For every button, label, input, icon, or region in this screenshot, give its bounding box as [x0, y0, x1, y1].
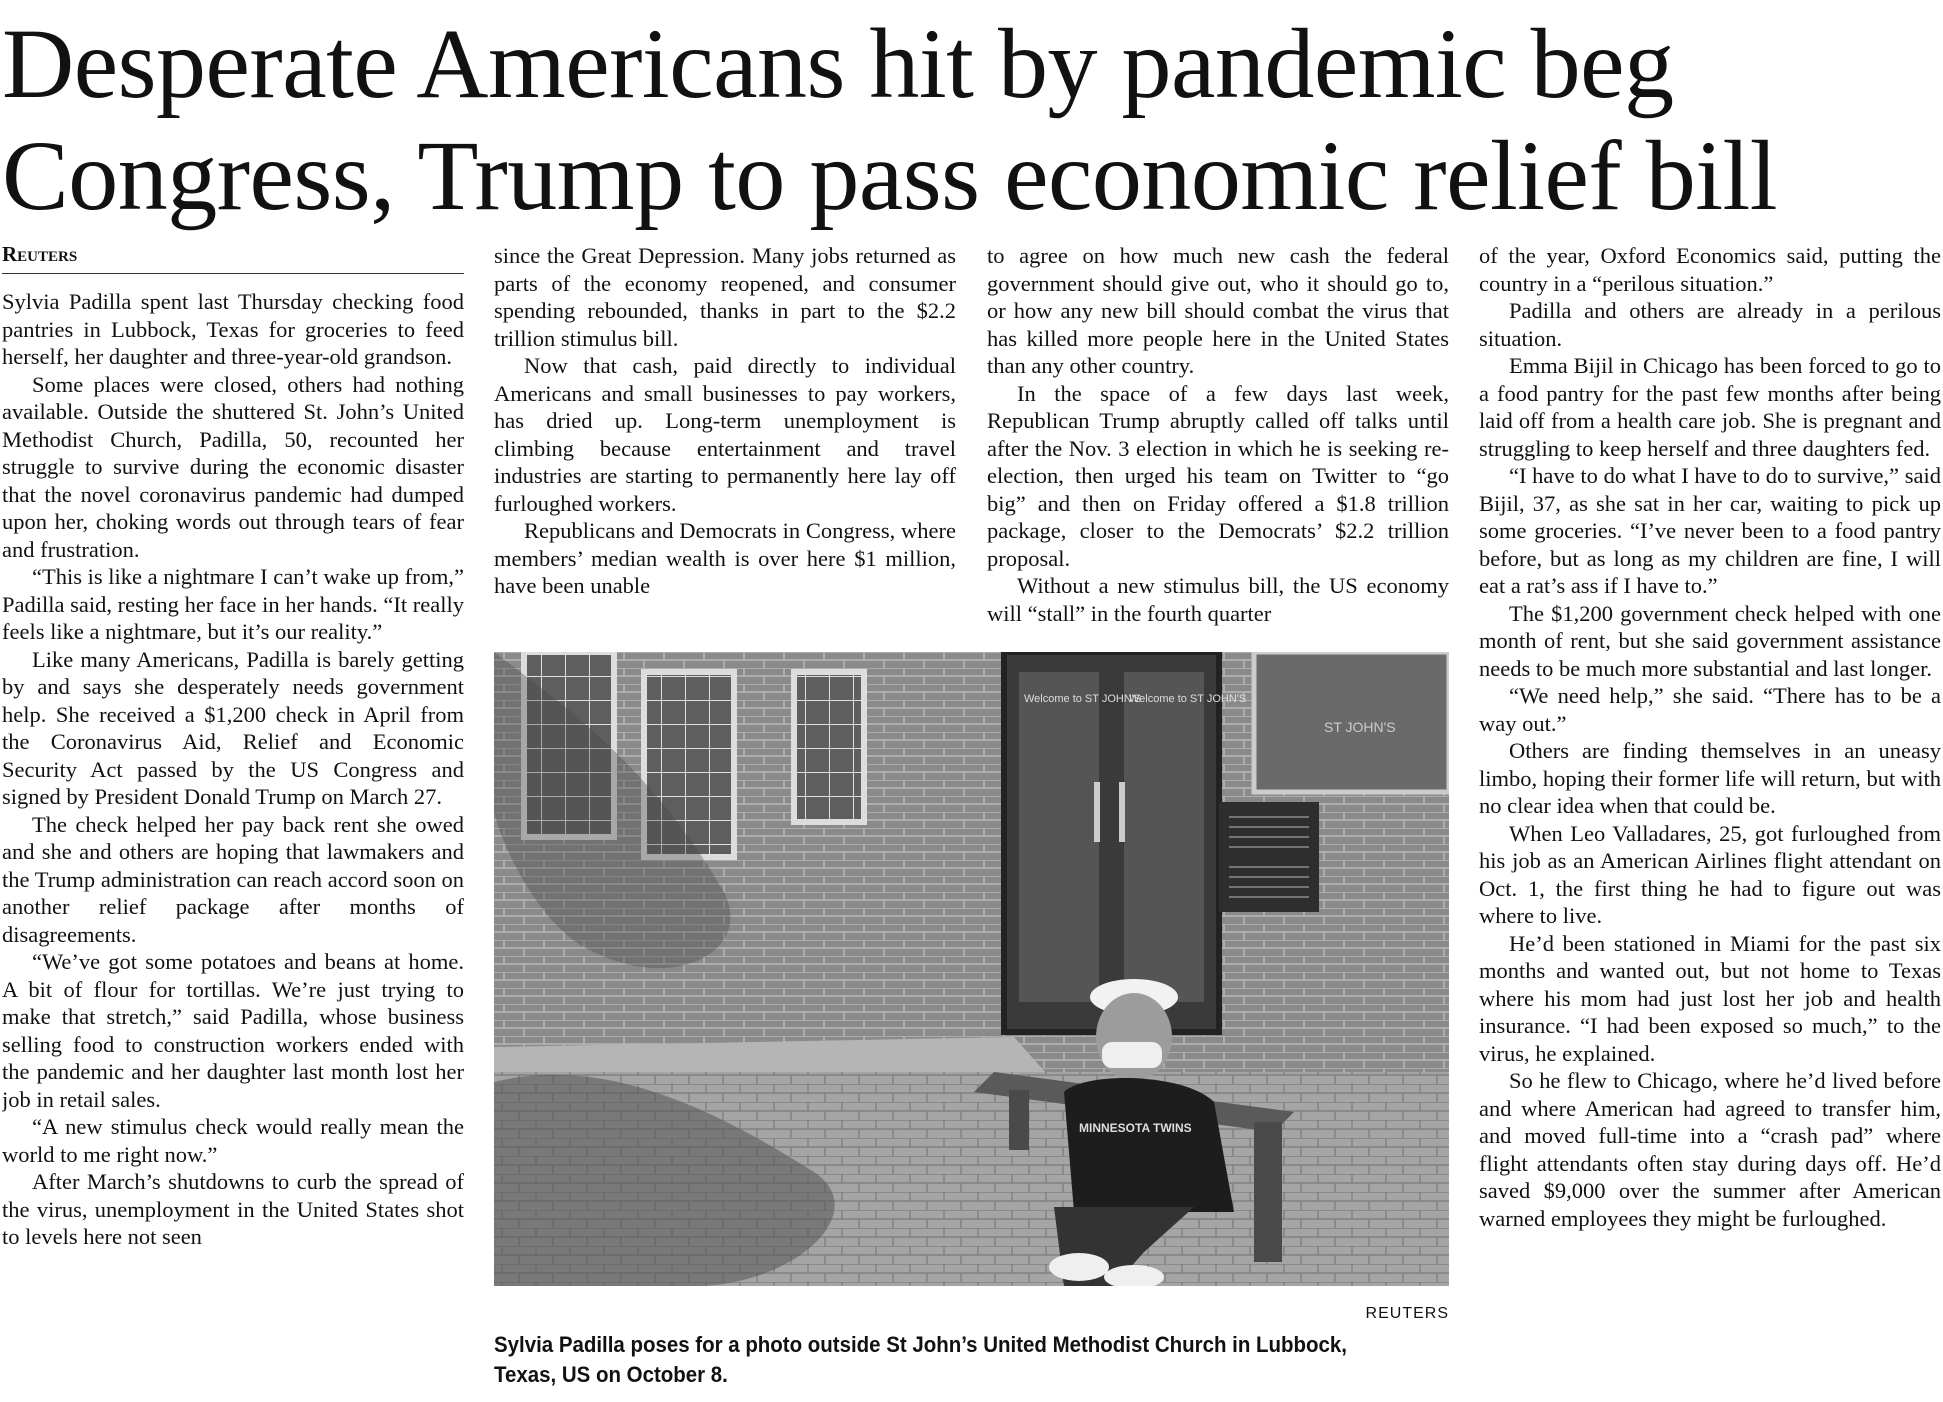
article-column-4 — [1479, 242, 1941, 1402]
photo-credit: REUTERS — [1365, 1305, 1449, 1322]
wall-plaque — [1219, 802, 1319, 912]
paragraph: “A new stimulus check would really mean the world to me right now.” — [2, 1114, 464, 1167]
window-sign: ST JOHN'S — [1324, 719, 1396, 735]
paragraph: “We need help,” she said. “There has to be a way out.” — [1479, 683, 1941, 736]
article-column-2 — [494, 242, 956, 642]
paragraph: The check helped her pay back rent she owed and she and others are hoping that lawmakers and the Trump administration can reach accord soon on another relief package after months of disagreements. — [2, 811, 464, 947]
paragraph: So he flew to Chicago, where he’d lived before and where American had agreed to transfer him, and moved full-time into a “crash pad” where flight attendants often stay during days off. He’d saved $9,000 over the summer after American warned employees they might be furloughed. — [1479, 1068, 1941, 1231]
paragraph: “This is like a nightmare I can’t wake up from,” Padilla said, resting her face in her hands. “It really feels like a nightmare, but it’s our reality.” — [2, 564, 464, 644]
byline: Reuters — [2, 242, 464, 274]
news-photo — [494, 652, 1449, 1286]
paragraph: Without a new stimulus bill, the US economy will “stall” in the fourth quarter — [987, 573, 1449, 626]
paragraph: The $1,200 government check helped with one month of rent, but she said government assistance needs to be much more substantial and last longer. — [1479, 600, 1941, 681]
paragraph: Others are finding themselves in an uneasy limbo, hoping their former life will return, but with no clear idea when that could be. — [1479, 738, 1941, 818]
door-sign-right: Welcome to ST JOHN'S — [1129, 693, 1247, 705]
paragraph: Sylvia Padilla spent last Thursday checking food pantries in Lubbock, Texas for groceries to feed herself, her daughter and three-year-old grandson. — [2, 289, 464, 369]
paragraph: Emma Bijil in Chicago has been forced to go to a food pantry for the past few months after being laid off from a health care job. She is pregnant and struggling to keep herself and three daughters fed. — [1479, 353, 1941, 461]
paragraph: When Leo Valladares, 25, got furloughed from his job as an American Airlines flight attendant on Oct. 1, the first thing he had to figure out was where to live. — [1479, 820, 1941, 928]
paragraph: “We’ve got some potatoes and beans at home. A bit of flour for tortillas. We’re just trying to make that stretch,” said Padilla, whose business selling food to construction workers ended with the pandemic and her daughter last month lost her job in retail sales. — [2, 949, 464, 1112]
paragraph: Now that cash, paid directly to individual Americans and small businesses to pay workers, has dried up. Long-term unemployment is climbing because entertainment and travel industries are starting to permanently here lay off furloughed workers. — [494, 353, 956, 516]
article-column-1 — [2, 288, 464, 1400]
paragraph: “I have to do what I have to do to survive,” said Bijil, 37, as she sat in her car, waiting to pick up some groceries. “I’ve never been to a food pantry before, but as long as my children are fine, I will eat a rat’s ass if I have to.” — [1479, 463, 1941, 598]
paragraph: since the Great Depression. Many jobs returned as parts of the economy reopened, and consumer spending rebounded, thanks in part to the $2.2 trillion stimulus bill. — [494, 243, 956, 351]
photo-caption: Sylvia Padilla poses for a photo outside St John’s United Methodist Church in Lubbock, Texas, US on October 8. — [494, 1332, 1347, 1387]
headline — [2, 8, 1940, 232]
door-sign-left: Welcome to ST JOHN'S — [1024, 693, 1142, 705]
headline-line-1: Desperate Americans hit by pandemic beg — [2, 8, 1674, 119]
headline-line-2: Congress, Trump to pass economic relief bill — [2, 120, 1778, 231]
window-right — [794, 672, 864, 822]
paragraph: Padilla and others are already in a perilous situation. — [1479, 298, 1941, 351]
paragraph: of the year, Oxford Economics said, putting the country in a “perilous situation.” — [1479, 243, 1941, 296]
paragraph: to agree on how much new cash the federal government should give out, who it should go to, or how any new bill should combat the virus that has killed more people here in the United States than any other country. — [987, 243, 1449, 378]
shirt-text: MINNESOTA TWINS — [1079, 1121, 1192, 1135]
paragraph: Like many Americans, Padilla is barely getting by and says she desperately needs government help. She received a $1,200 check in April from the Coronavirus Aid, Relief and Economic Security Act passed by the US Congress and signed by President Donald Trump on March 27. — [2, 646, 464, 809]
paragraph: In the space of a few days last week, Republican Trump abruptly called off talks until after the Nov. 3 election in which he is seeking re-election, then urged his team on Twitter to “go big” and then on Friday offered a $1.8 trillion package, closer to the Democrats’ $2.2 trillion proposal. — [987, 380, 1449, 571]
paragraph: Republicans and Democrats in Congress, where members’ median wealth is over here $1 million, have been unable — [494, 518, 956, 598]
paragraph: Some places were closed, others had nothing available. Outside the shuttered St. John’s United Methodist Church, Padilla, 50, recounted her struggle to survive during the economic disaster that the novel coronavirus pandemic had dumped upon her, choking words out through tears of fear and frustration. — [2, 371, 464, 562]
paragraph: He’d been stationed in Miami for the past six months and wanted out, but not home to Texas where his mom had just lost her job and health insurance. “I had been exposed so much,” to the virus, he explained. — [1479, 930, 1941, 1066]
photo-illustration — [494, 652, 1449, 1286]
article-column-3 — [987, 242, 1449, 642]
paragraph: After March’s shutdowns to curb the spread of the virus, unemployment in the United States shot to levels here not seen — [2, 1169, 464, 1249]
